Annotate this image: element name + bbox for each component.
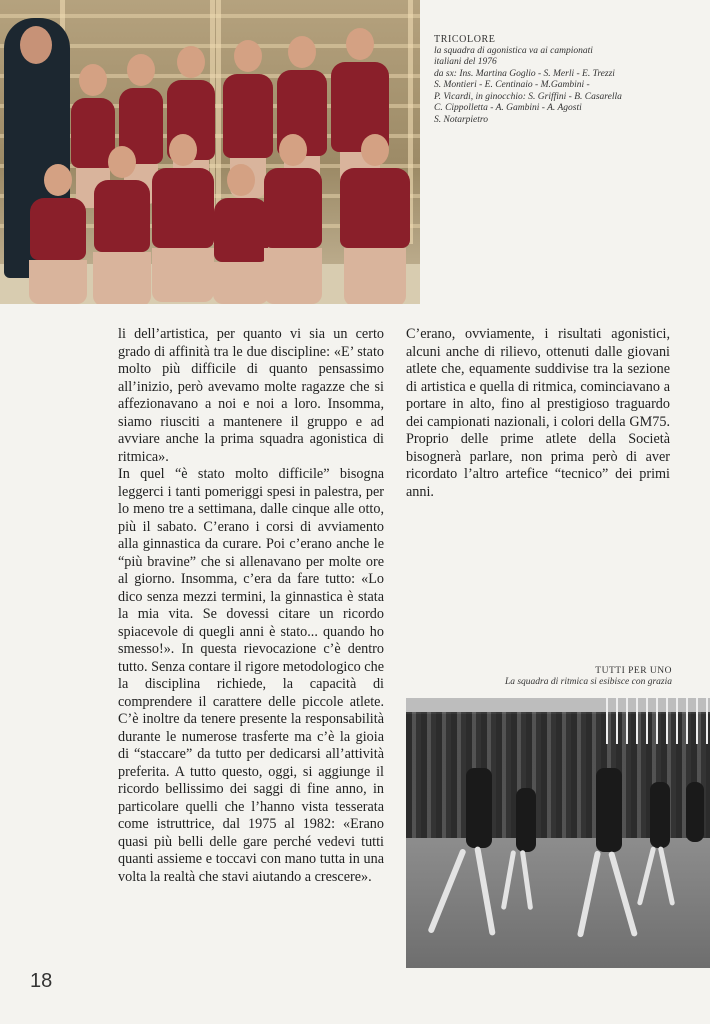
gymnast-figure — [28, 164, 88, 304]
gymnast-figure — [92, 146, 152, 304]
page-number: 18 — [30, 970, 53, 992]
caption-line: da sx: Ins. Martina Goglio - S. Merli - E. Trezzi — [434, 68, 615, 79]
caption-title: TRICOLORE — [434, 34, 496, 45]
gymnast-figure — [516, 788, 536, 852]
top-photo-caption — [434, 34, 674, 126]
gymnast-figure — [466, 768, 492, 848]
performance-photo — [406, 698, 710, 968]
caption-line: C. Cippolletta - A. Gambini - A. Agosti — [434, 103, 582, 113]
gymnast-figure — [686, 782, 704, 842]
gymnast-figure — [262, 134, 324, 304]
article-paragraph: In quel “è stato molto difficile” bisogna leggerci i tanti pomeriggi spesi in palestra, per lo meno tre a settimana, dalle cinque alle otto, più il sabato. C’erano i corsi di avviamento alla ginnastica da curare. Poi c’erano anche le “più bravine” che si allenavano per molte ore al giorno. Insomma, c’era da fare tutto: «Lo dico senza mezzi termini, la ginnastica è stata la mia vita. Se dovessi citare un ricordo spiacevole di quegli anni è stato... quando ho smesso!». In questa rievocazione c’è dentro tutto. Senza contare il rigore metodologico che la disciplina richiede, la capacità di comprendere il carattere delle piccole atlete. C’è inoltre da tenere presente la responsabilità durante le numerose trasferte ma c’è la gioia di “staccare” da tutto per dedicarsi all’attività preferita. A tutto questo, oggi, si aggiunge il ricordo bellissimo dei saggi di fine anno, in particolare quelli che l’hanno vista tesserata come istruttrice, dal 1975 al 1982: «Erano quasi più belli delle gare perché vedevi tutti quanti assieme e toccavi con mano tutta in una volta la realtà che stavi aiutando a crescere». — [118, 466, 384, 885]
gymnast-figure — [650, 782, 670, 848]
gymnast-figure — [338, 134, 412, 304]
team-photo — [0, 0, 420, 304]
bottom-photo-caption — [470, 666, 672, 688]
caption-line: P. Vicardi, in ginocchio: S. Griffini - B. Casarella — [434, 91, 622, 102]
article-paragraph: li dell’artistica, per quanto vi sia un certo grado di affinità tra le due discipline: «E’ stato molto più difficile di quanto pensassimo all’inizio, però avevamo molte ragazze che si affezionavano a noi e noi a loro. Insomma, siamo riusciti a mantenere il gruppo e ad avviare anche la prima squadra agonistica di ritmica». — [118, 326, 384, 465]
article-paragraph: C’erano, ovviamente, i risultati agonistici, alcuni anche di rilievo, ottenuti dalle giovani atlete che, equamente suddivise tra la sezione di artistica e quella di ritmica, cominciavano a portare in alto, fino al prestigioso traguardo dei campionati nazionali, i colori della GM75. Proprio delle prime atlete della Società bisognerà parlare, non prima però di aver ricordato l’altro artefice “tecnico” dei primi anni. — [406, 326, 670, 500]
article-right-column — [406, 326, 670, 501]
caption-title: TUTTI PER UNO — [595, 666, 672, 676]
caption-line: la squadra di agonistica va ai campionati — [434, 45, 593, 56]
caption-line: italiani del 1976 — [434, 57, 497, 67]
gymnast-figure — [596, 768, 622, 852]
caption-line: S. Montieri - E. Centinaio - M.Gambini - — [434, 80, 590, 90]
caption-text: La squadra di ritmica si esibisce con grazia — [504, 677, 672, 687]
article-left-column — [118, 326, 384, 886]
gymnast-figure — [150, 134, 216, 302]
railing — [606, 698, 710, 744]
caption-line: S. Notarpietro — [434, 114, 489, 125]
